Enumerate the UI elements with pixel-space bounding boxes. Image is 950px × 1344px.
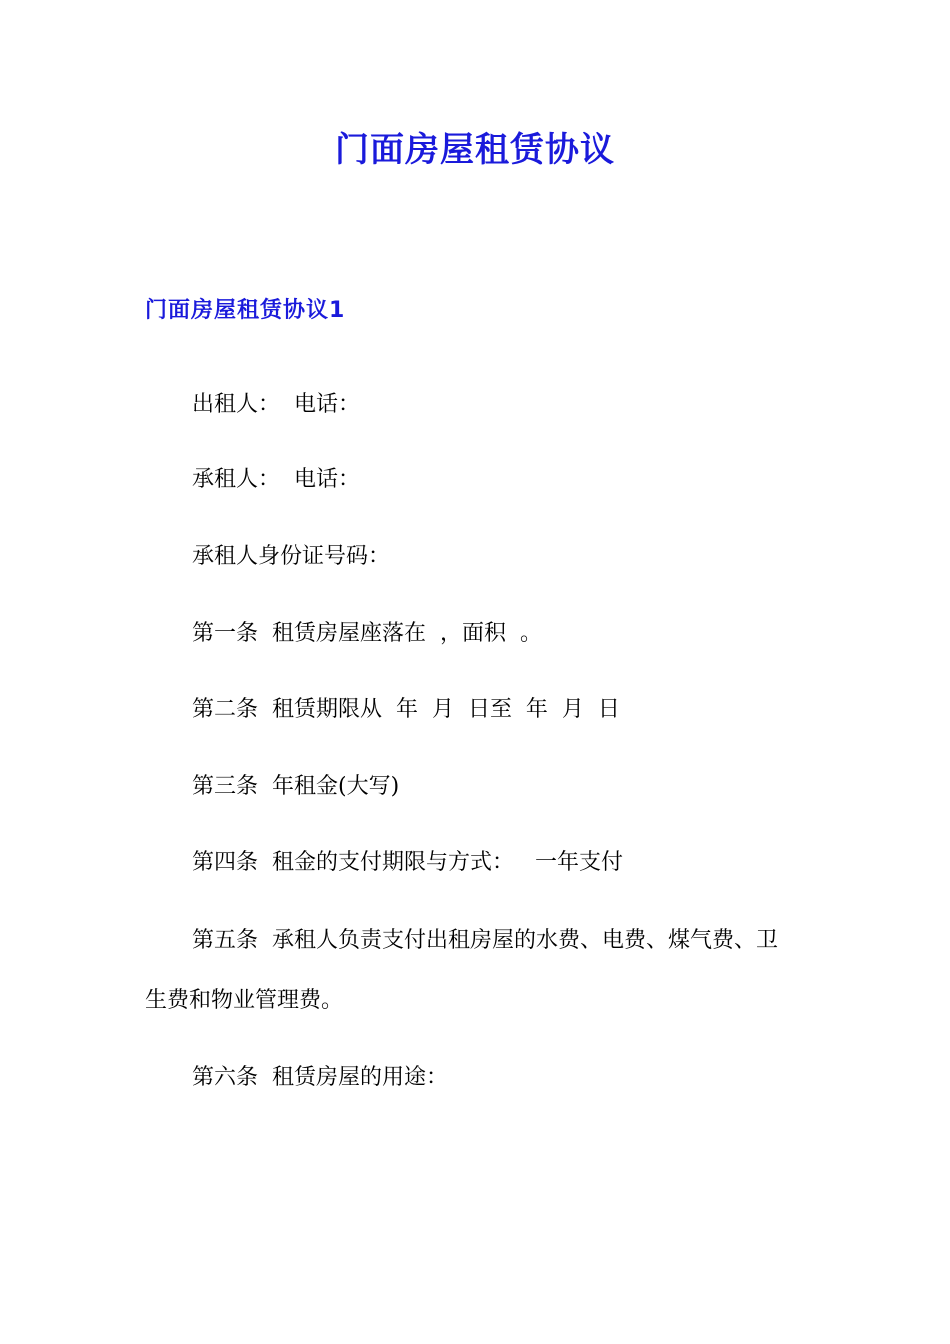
document-title: 门面房屋租赁协议: [335, 130, 615, 170]
article-6: 第六条 租赁房屋的用途：: [192, 1065, 448, 1090]
lessee-id-line: 承租人身份证号码：: [192, 544, 391, 569]
article-3: 第三条 年租金(大写): [192, 774, 400, 799]
article-2: 第二条 租赁期限从 年 月 日至 年 月 日: [192, 697, 620, 722]
article-1: 第一条 租赁房屋座落在 ，面积 。: [192, 621, 542, 646]
article-4: 第四条 租金的支付期限与方式： 一年支付: [192, 850, 623, 875]
lessor-line: 出租人： 电话：: [192, 392, 360, 417]
article-5: 第五条 承租人负责支付出租房屋的水费、电费、煤气费、卫: [192, 928, 778, 953]
article-5-continued: 生费和物业管理费。: [145, 988, 344, 1013]
section-title: 门面房屋租赁协议1: [145, 298, 346, 323]
lessee-line: 承租人： 电话：: [192, 467, 360, 492]
